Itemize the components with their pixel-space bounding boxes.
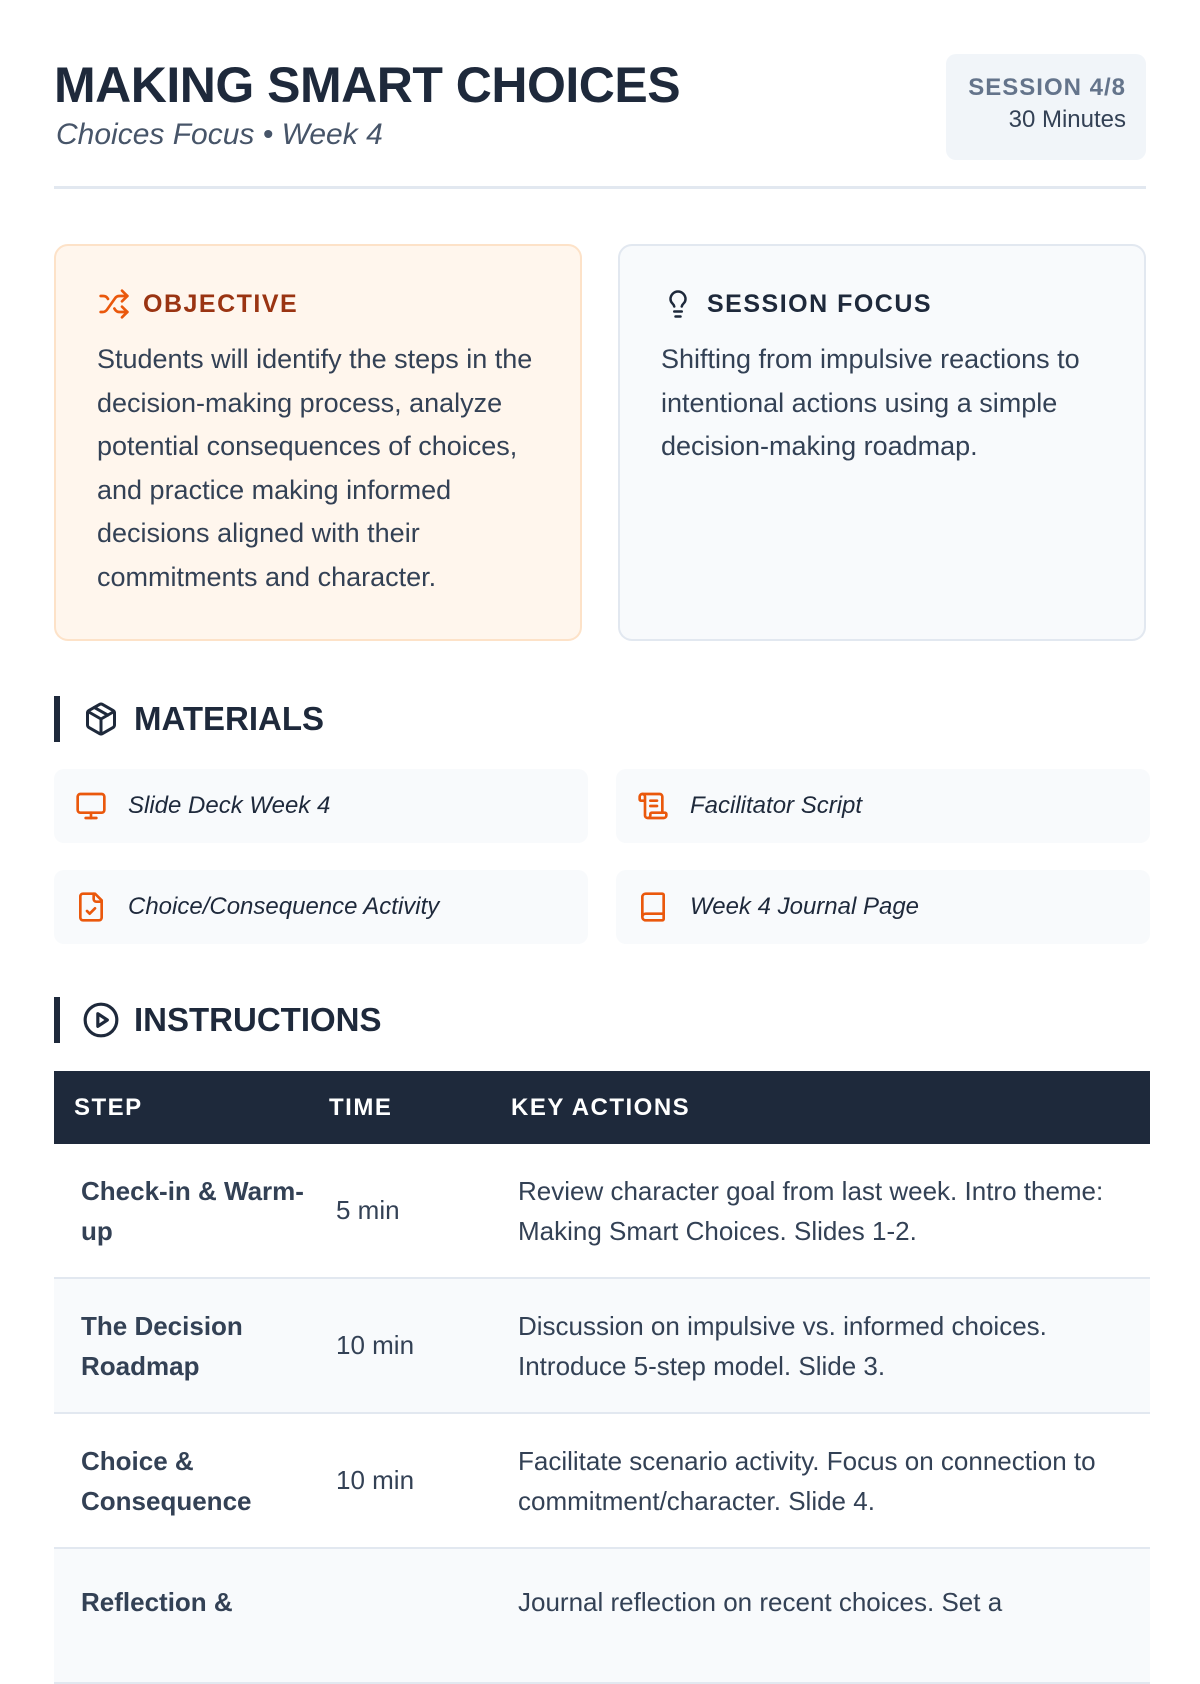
overview-cards [54, 244, 1146, 641]
step-cell: Check-in & Warm-up [81, 1175, 304, 1246]
package-icon [82, 700, 120, 738]
step-cell: Reflection & [81, 1587, 233, 1617]
instructions-heading [54, 997, 382, 1043]
page-subtitle: Choices Focus • Week 4 [56, 118, 383, 151]
session-badge [946, 54, 1146, 160]
scroll-icon [636, 789, 670, 823]
book-icon [636, 890, 670, 924]
lightbulb-icon [661, 287, 695, 321]
material-item [54, 769, 588, 843]
material-item [616, 870, 1150, 944]
material-label: Slide Deck Week 4 [128, 792, 331, 819]
shuffle-icon [97, 287, 131, 321]
column-header-time: TIME [329, 1093, 393, 1121]
monitor-icon [74, 789, 108, 823]
actions-cell: Facilitate scenario activity. Focus on connection to commitment/character. Slide 4. [518, 1445, 1096, 1516]
section-accent-bar [54, 997, 60, 1043]
materials-title: MATERIALS [134, 700, 325, 737]
instructions-title: INSTRUCTIONS [134, 1001, 382, 1038]
table-row [54, 1549, 1150, 1684]
material-item [616, 769, 1150, 843]
table-row [54, 1414, 1150, 1549]
column-header-key-actions: KEY ACTIONS [511, 1093, 691, 1121]
play-circle-icon [82, 1001, 120, 1039]
step-cell: The Decision Roadmap [81, 1310, 243, 1381]
material-label: Choice/Consequence Activity [128, 893, 440, 920]
actions-cell: Journal reflection on recent choices. Set a [518, 1587, 1003, 1617]
instructions-table [54, 1071, 1150, 1684]
page-header [54, 0, 1146, 189]
actions-cell: Review character goal from last week. Intro theme: Making Smart Choices. Slides 1-2. [518, 1175, 1104, 1246]
session-duration: 30 Minutes [1008, 106, 1126, 133]
material-label: Week 4 Journal Page [690, 893, 920, 920]
material-item [54, 870, 588, 944]
table-row [54, 1144, 1150, 1279]
session-focus-title: SESSION FOCUS [707, 289, 933, 318]
page-title: MAKING SMART CHOICES [54, 57, 681, 113]
objective-title: OBJECTIVE [143, 289, 299, 318]
session-focus-text: Shifting from impulsive reactions to intentional actions using a simple decision-making roadmap. [661, 344, 1080, 461]
session-focus-card [618, 244, 1146, 641]
objective-text: Students will identify the steps in the decision-making process, analyze potential consequences of choices, and practice making informed decisions aligned with their commitments and character. [97, 344, 533, 592]
table-header [54, 1071, 1150, 1144]
actions-cell: Discussion on impulsive vs. informed choices. Introduce 5-step model. Slide 3. [518, 1310, 1047, 1381]
time-cell: 5 min [336, 1195, 400, 1225]
section-accent-bar [54, 696, 60, 742]
table-row [54, 1279, 1150, 1414]
materials-heading [54, 696, 324, 742]
time-cell: 10 min [336, 1465, 415, 1495]
objective-card [54, 244, 582, 641]
time-cell: 10 min [336, 1330, 415, 1360]
column-header-step: STEP [74, 1093, 143, 1121]
file-check-icon [74, 890, 108, 924]
step-cell: Choice & Consequence [81, 1445, 252, 1516]
session-number: SESSION 4/8 [968, 74, 1126, 101]
material-label: Facilitator Script [690, 792, 863, 819]
